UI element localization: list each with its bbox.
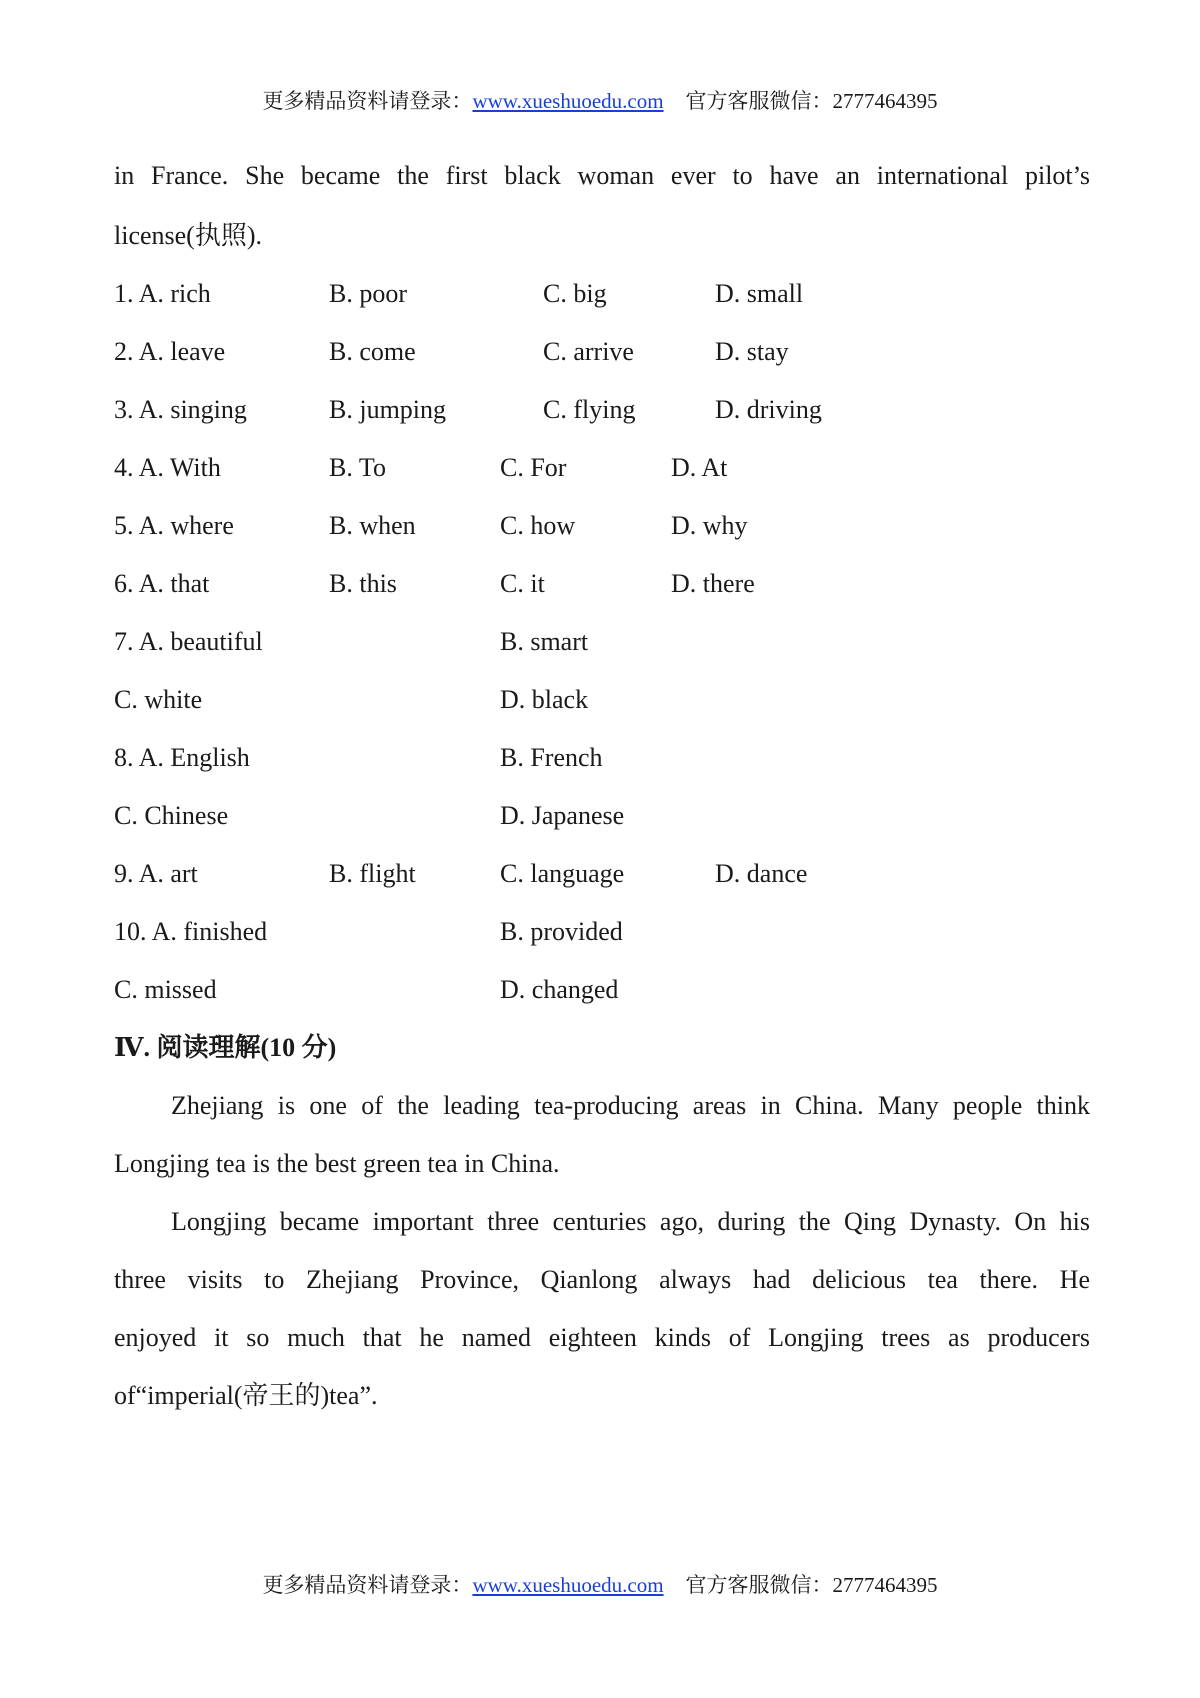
passage-line: license(执照). (114, 221, 263, 250)
option-b: B. jumping (329, 395, 447, 424)
header-prefix: 更多精品资料请登录： (262, 89, 473, 113)
option-d: D. dance (715, 859, 808, 888)
header-service-wechat: 官方客服微信：2777464395 (685, 89, 938, 113)
question-2 (0, 335, 1200, 369)
option-d: D. why (671, 511, 748, 540)
question-1 (0, 277, 1200, 311)
option-d: D. driving (715, 395, 822, 424)
reading-paragraph-2: Longjing became important three centuries ago, during the Qing Dynasty. On his (171, 1207, 1090, 1236)
option-c: C. white (114, 685, 203, 714)
option-a: 6. A. that (114, 569, 210, 598)
option-d: D. small (715, 279, 804, 308)
question-10 (0, 915, 1200, 949)
option-a: 8. A. English (114, 743, 250, 772)
question-5 (0, 509, 1200, 543)
option-a: 4. A. With (114, 453, 221, 482)
reading-line: Longjing tea is the best green tea in China. (114, 1149, 560, 1178)
option-c: C. For (500, 453, 567, 482)
reading-line: three visits to Zhejiang Province, Qianlong always had delicious tea there. He (114, 1265, 1090, 1294)
option-b: B. this (329, 569, 397, 598)
option-b: B. flight (329, 859, 416, 888)
footer-prefix: 更多精品资料请登录： (262, 1573, 473, 1597)
page-header (0, 87, 1200, 115)
option-a: 3. A. singing (114, 395, 247, 424)
option-d: D. there (671, 569, 755, 598)
option-b: B. French (500, 743, 603, 772)
option-c: C. it (500, 569, 545, 598)
option-c: C. how (500, 511, 576, 540)
question-8 (0, 741, 1200, 775)
option-c: C. big (543, 279, 607, 308)
question-8-cont (0, 799, 1200, 833)
option-a: 9. A. art (114, 859, 198, 888)
passage-line: in France. She became the first black woman ever to have an international pilot’s (114, 161, 1090, 190)
header-website-link[interactable]: www.xueshuoedu.com (472, 89, 664, 113)
option-a: 7. A. beautiful (114, 627, 263, 656)
question-3 (0, 393, 1200, 427)
section-heading: Ⅳ. 阅读理解(10 分) (114, 1033, 337, 1062)
option-d: D. Japanese (500, 801, 625, 830)
question-10-cont (0, 973, 1200, 1007)
option-c: C. flying (543, 395, 636, 424)
option-b: B. smart (500, 627, 589, 656)
option-a: 2. A. leave (114, 337, 226, 366)
option-b: B. provided (500, 917, 623, 946)
option-d: D. At (671, 453, 728, 482)
page-footer (0, 1571, 1200, 1599)
question-4 (0, 451, 1200, 485)
option-d: D. stay (715, 337, 789, 366)
question-9 (0, 857, 1200, 891)
option-d: D. black (500, 685, 589, 714)
question-6 (0, 567, 1200, 601)
reading-line: enjoyed it so much that he named eighteen kinds of Longjing trees as producers (114, 1323, 1090, 1352)
question-7 (0, 625, 1200, 659)
option-b: B. poor (329, 279, 407, 308)
option-b: B. To (329, 453, 386, 482)
reading-paragraph-1: Zhejiang is one of the leading tea-producing areas in China. Many people think (171, 1091, 1090, 1120)
option-c: C. missed (114, 975, 217, 1004)
footer-website-link[interactable]: www.xueshuoedu.com (472, 1573, 664, 1597)
option-b: B. when (329, 511, 416, 540)
option-b: B. come (329, 337, 416, 366)
option-d: D. changed (500, 975, 619, 1004)
option-a: 1. A. rich (114, 279, 211, 308)
option-c: C. Chinese (114, 801, 229, 830)
option-c: C. language (500, 859, 625, 888)
footer-service-wechat: 官方客服微信：2777464395 (685, 1573, 938, 1597)
reading-line: of“imperial(帝王的)tea”. (114, 1381, 378, 1410)
option-a: 10. A. finished (114, 917, 268, 946)
question-7-cont (0, 683, 1200, 717)
option-a: 5. A. where (114, 511, 234, 540)
option-c: C. arrive (543, 337, 634, 366)
